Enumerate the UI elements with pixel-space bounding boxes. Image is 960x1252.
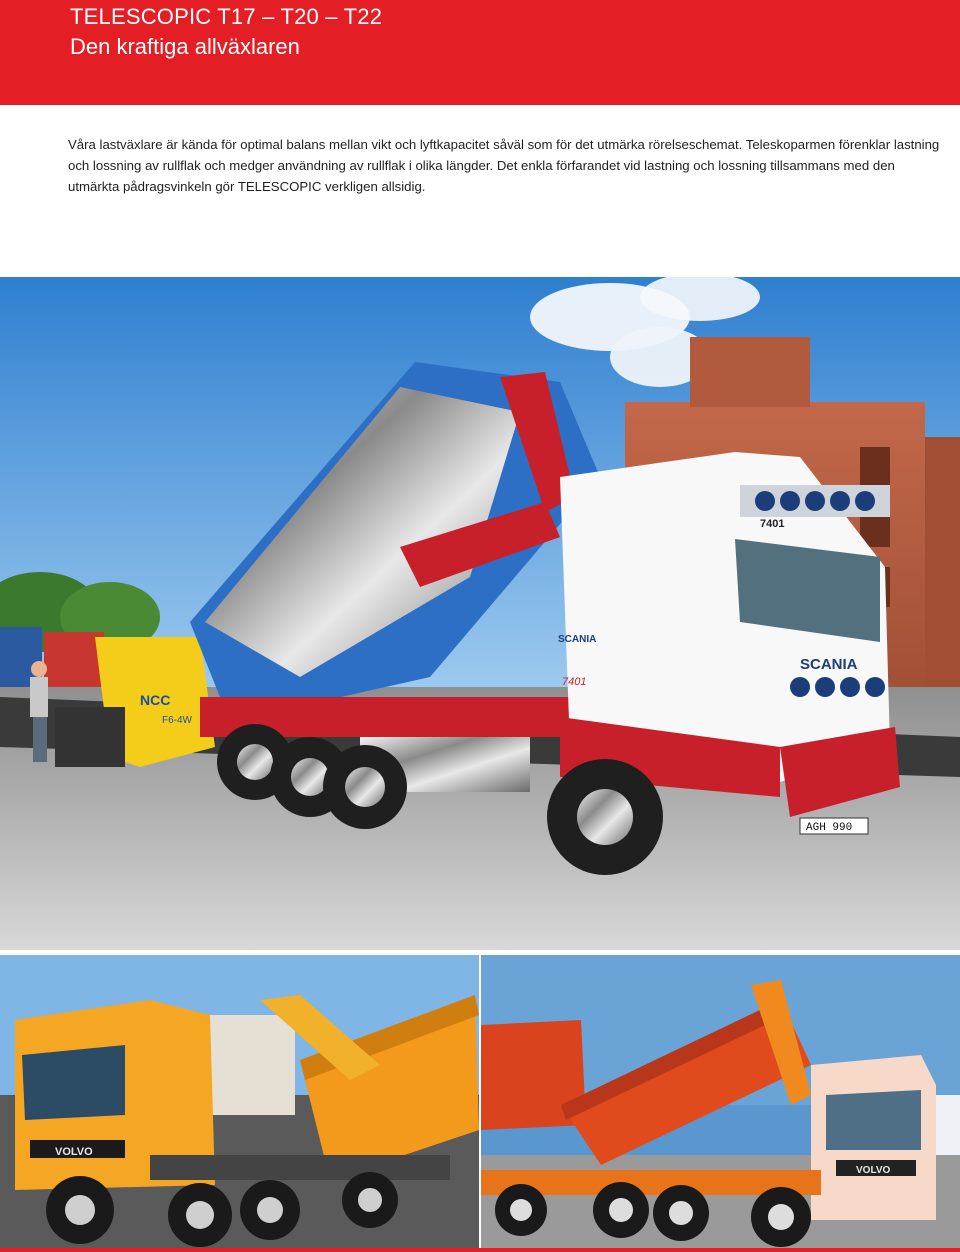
main-truck-illustration [0,277,960,950]
cab-brand: SCANIA [800,656,858,673]
orange-truck-illustration [0,955,479,1252]
page-header [0,0,960,105]
plate: AGH 990 [806,822,853,834]
orange-truck-photo [0,955,479,1252]
volvo-brand-left: VOLVO [55,1146,93,1158]
paver-model: F6-4W [162,715,192,726]
bottom-rule [0,1248,960,1252]
volvo-brand-right: VOLVO [856,1165,891,1176]
red-trucks-illustration [481,955,960,1252]
page-title: TELESCOPIC T17 – T20 – T22 [70,4,383,29]
cab-number: 7401 [760,518,785,530]
intro-paragraph: Våra lastväxlare är kända för optimal balans mellan vikt och lyftkapacitet såväl som för det utmärka rörelseschemat. Teleskoparmen förenklar lastning och lossning av rullflak och medger användning av rullflak i olika längder. Det enkla förfarandet vid lastning och lossning tillsammans med den utmärkta pådragsvinkeln gör TELESCOPIC verkligen allsidig. [68,137,940,194]
page-subtitle: Den kraftiga allväxlaren [70,34,300,59]
paver-logo: NCC [140,692,171,708]
intro-text [68,134,948,197]
side-number: 7401 [562,676,587,688]
red-trucks-photo [481,955,960,1252]
side-brand: SCANIA [558,634,597,645]
main-truck-photo [0,277,960,950]
